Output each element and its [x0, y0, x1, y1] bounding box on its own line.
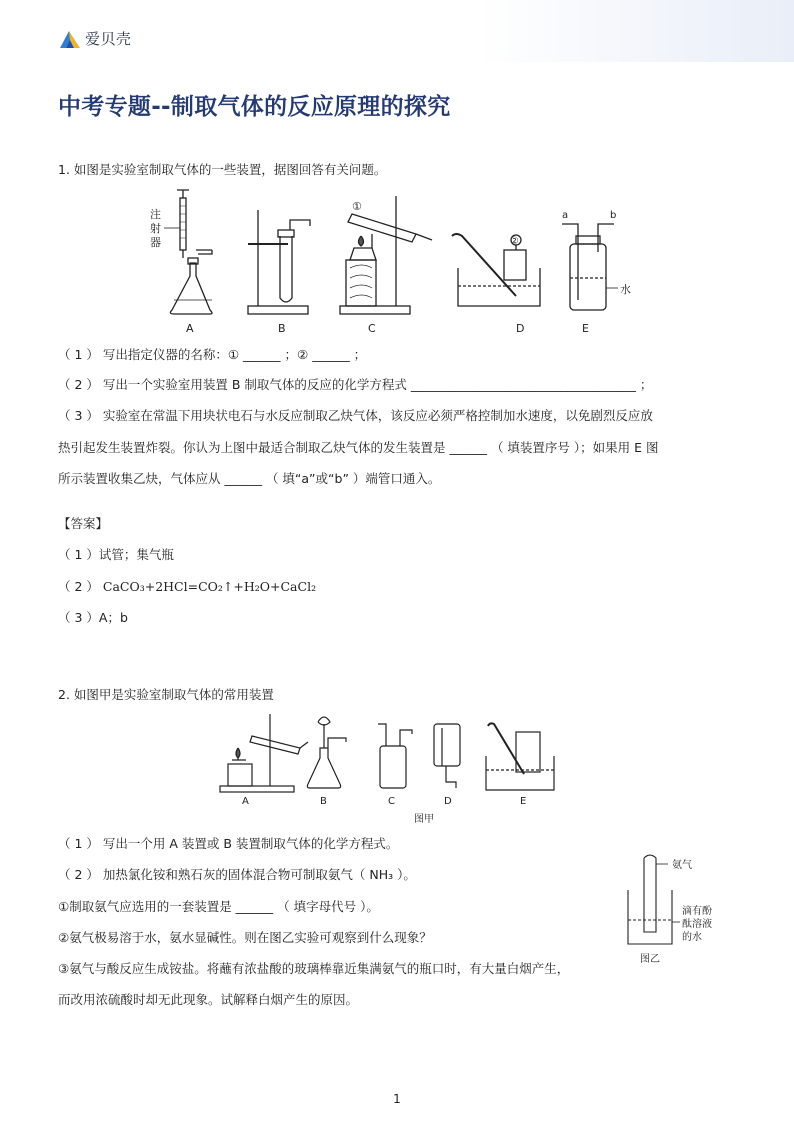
- fig2-label-water-2: 酞溶液: [682, 919, 712, 930]
- q1-item-3b: 热引起发生装置炸裂。你认为上图中最适合制取乙炔气体的发生装置是 ______ （ 填装置序号 ）；如果用 E 图: [58, 440, 659, 455]
- q1-stem: 1. 如图是实验室制取气体的一些装置，据图回答有关问题。: [58, 162, 387, 177]
- q1-apparatus-figure: [140, 188, 640, 338]
- label-a: a: [562, 210, 569, 221]
- q2-item-2: （ 2 ） 加热氯化铵和熟石灰的固体混合物可制取氨气（ NH₃ ）。: [58, 867, 416, 882]
- fig-yi-figure: [620, 850, 730, 968]
- answer-heading: 【答案】: [58, 516, 109, 531]
- fig2-caption: 图甲: [414, 814, 434, 825]
- q1-item-3c: 所示装置收集乙炔，气体应从 ______ （ 填“a”或“b” ）端管口通入。: [58, 471, 441, 486]
- q1-item-3a: （ 3 ） 实验室在常温下用块状电石与水反应制取乙炔气体，该反应必须严格控制加水速度，以免剧烈反应放: [58, 408, 653, 423]
- syringe-label-3: 器: [150, 236, 161, 249]
- fig-yi-caption: 图乙: [640, 954, 660, 965]
- q2-item-2-3b: 而改用浓硫酸时却无此现象。试解释白烟产生的原因。: [58, 992, 359, 1007]
- fig2-letter-e: E: [520, 796, 527, 807]
- page-number: 1: [393, 1092, 401, 1106]
- label-b: b: [610, 210, 617, 221]
- brand-name: 爱贝壳: [85, 30, 132, 48]
- label-circled-2: ②: [510, 236, 519, 247]
- label-water: 水: [620, 283, 631, 296]
- syringe-label-2: 射: [150, 222, 161, 235]
- fig2-letter-a: A: [242, 796, 249, 807]
- fig1-letter-c: C: [368, 322, 376, 335]
- q1-item-1: （ 1 ） 写出指定仪器的名称：① ______ ；② ______ ；: [58, 347, 367, 362]
- fig2-label-ammonia: 氨气: [672, 860, 692, 871]
- answer-3: （ 3 ）A；b: [58, 610, 128, 625]
- page-title: 中考专题--制取气体的反应原理的探究: [58, 94, 451, 120]
- brand-logo-icon: [58, 29, 82, 49]
- answer-1: （ 1 ）试管；集气瓶: [58, 547, 174, 562]
- fig2-letter-d: D: [444, 796, 452, 807]
- q2-item-1: （ 1 ） 写出一个用 A 装置或 B 装置制取气体的化学方程式。: [58, 836, 399, 851]
- answer-2: [58, 579, 316, 595]
- syringe-label-1: 注: [150, 208, 161, 221]
- fig2-letter-b: B: [320, 796, 327, 807]
- q2-item-2-2: ②氨气极易溶于水，氨水显碱性。则在图乙实验可观察到什么现象？: [58, 930, 432, 945]
- fig1-letter-a: A: [186, 322, 194, 335]
- fig1-letter-d: D: [516, 322, 525, 335]
- fig2-label-water-1: 滴有酚: [682, 906, 712, 917]
- q2-item-2-1: ①制取氨气应选用的一套装置是 ______ （ 填字母代号 ）。: [58, 899, 379, 914]
- answer-2-prefix: （ 2 ）: [58, 579, 99, 594]
- fig1-letter-e: E: [582, 322, 589, 335]
- answer-2-formula: CaCO₃+2HCl=CO₂↑+H₂O+CaCl₂: [102, 579, 317, 594]
- q2-stem: 2. 如图甲是实验室制取气体的常用装置: [58, 687, 274, 702]
- q2-item-2-3a: ③氨气与酸反应生成铵盐。将蘸有浓盐酸的玻璃棒靠近集满氨气的瓶口时，有大量白烟产生，: [58, 961, 570, 976]
- q2-apparatus-figure: [212, 708, 562, 826]
- fig1-letter-b: B: [278, 322, 286, 335]
- q1-item-2: （ 2 ） 写出一个实验室用装置 B 制取气体的反应的化学方程式 ____________________________________ ；: [58, 377, 653, 392]
- label-circled-1: ①: [352, 200, 362, 213]
- fig2-label-water-3: 的水: [682, 932, 702, 943]
- fig2-letter-c: C: [388, 796, 395, 807]
- brand-logo: [58, 28, 132, 49]
